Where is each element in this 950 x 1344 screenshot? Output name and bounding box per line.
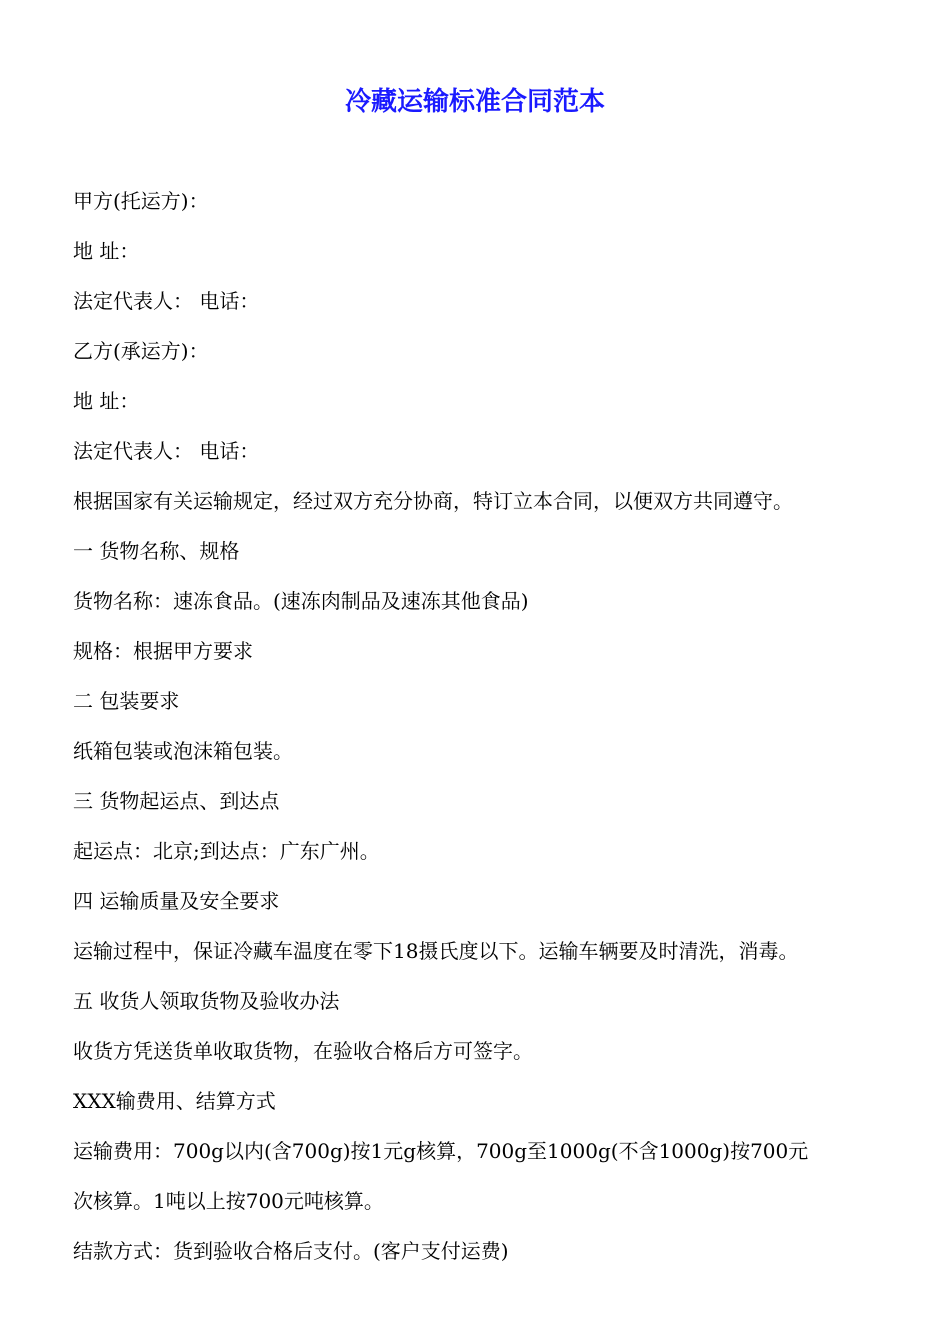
- fees-line: 运输费用：700g以内(含700g)按1元g核算，700g至1000g(不含1000g)按700元: [73, 1139, 809, 1163]
- goods-name-line: 货物名称：速冻食品。(速冻肉制品及速冻其他食品): [73, 589, 529, 613]
- section-heading-goods: 一 货物名称、规格: [73, 539, 240, 563]
- receipt-line: 收货方凭送货单收取货物，在验收合格后方可签字。: [73, 1039, 533, 1063]
- party-a-address-line: 地 址：: [73, 239, 140, 263]
- party-a-representative-line: 法定代表人： 电话：: [73, 289, 260, 313]
- party-b-line: 乙方(承运方)：: [73, 339, 209, 363]
- preamble-paragraph: 根据国家有关运输规定，经过双方充分协商，特订立本合同，以便双方共同遵守。: [73, 489, 793, 513]
- fees-line-continued: 次核算。1吨以上按700元吨核算。: [73, 1189, 384, 1213]
- goods-spec-line: 规格：根据甲方要求: [73, 639, 253, 663]
- section-heading-fees: XXX输费用、结算方式: [73, 1089, 276, 1113]
- party-b-representative-line: 法定代表人： 电话：: [73, 439, 260, 463]
- route-line: 起运点：北京;到达点：广东广州。: [73, 839, 380, 863]
- section-heading-receipt: 五 收货人领取货物及验收办法: [73, 989, 340, 1013]
- party-b-address-line: 地 址：: [73, 389, 140, 413]
- section-heading-packaging: 二 包装要求: [73, 689, 180, 713]
- packaging-line: 纸箱包装或泡沫箱包装。: [73, 739, 293, 763]
- section-heading-route: 三 货物起运点、到达点: [73, 789, 280, 813]
- document-title: 冷藏运输标准合同范本: [344, 87, 605, 117]
- party-a-line: 甲方(托运方)：: [73, 189, 209, 213]
- section-heading-quality: 四 运输质量及安全要求: [73, 889, 280, 913]
- payment-method-line: 结款方式：货到验收合格后支付。(客户支付运费): [73, 1239, 509, 1263]
- quality-line: 运输过程中，保证冷藏车温度在零下18摄氏度以下。运输车辆要及时清洗，消毒。: [73, 939, 799, 963]
- document-body: [73, 181, 893, 1281]
